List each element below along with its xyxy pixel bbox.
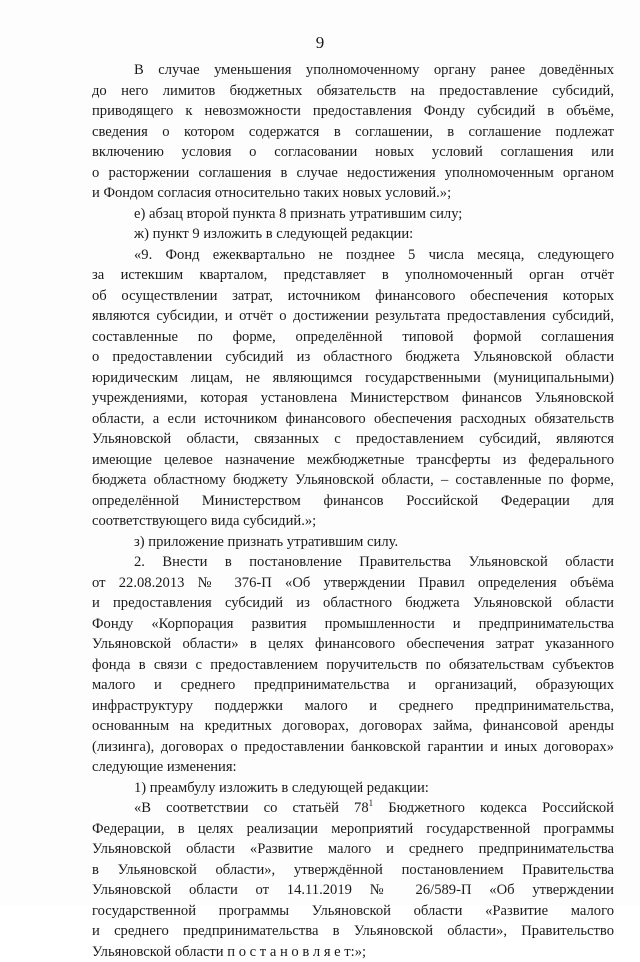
text-line-content: о расторжении соглашения в случае недостижения уполномоченным органом — [92, 165, 614, 181]
text-line — [92, 942, 614, 962]
text-line — [92, 142, 614, 163]
text-line — [92, 737, 614, 758]
text-line — [92, 327, 614, 348]
document-body — [92, 60, 614, 962]
text-line-content: з) приложение признать утратившим силу. — [134, 534, 398, 550]
text-line — [92, 224, 614, 245]
text-line — [92, 470, 614, 491]
superscript: 1 — [369, 798, 374, 808]
text-line-content: имеющие целевое назначение межбюджетные трансферты из федерального — [92, 452, 614, 468]
text-line — [92, 450, 614, 471]
text-line — [92, 491, 614, 512]
text-line — [92, 778, 614, 799]
text-line — [92, 388, 614, 409]
text-line-content: учреждениями, которая установлена Министерством финансов Ульяновской — [92, 390, 614, 406]
text-line — [92, 901, 614, 922]
text-line — [92, 757, 614, 778]
text-line — [92, 880, 614, 901]
text-line-content: 1) преамбулу изложить в следующей редакции: — [134, 780, 429, 796]
text-line — [92, 265, 614, 286]
text-line — [92, 511, 614, 532]
text-line — [92, 798, 614, 819]
text-line-content: бюджета областному бюджету Ульяновской области, – составленные по форме, — [92, 472, 614, 488]
text-line — [92, 163, 614, 184]
text-line — [92, 368, 614, 389]
text-line — [92, 614, 614, 635]
text-line-content: определённой Министерством финансов Российской Федерации для — [92, 493, 614, 509]
text-line — [92, 573, 614, 594]
text-line-content: в Ульяновской области», утверждённой постановлением Правительства — [92, 862, 614, 878]
text-line-content: приводящего к невозможности предоставления Фонду субсидий в объёме, — [92, 103, 614, 119]
text-line-content: инфраструктуру поддержки малого и среднего предпринимательства, — [92, 698, 614, 714]
text-line — [92, 860, 614, 881]
text-line-content: е) абзац второй пункта 8 признать утратившим силу; — [134, 206, 462, 222]
text-line-content: Ульяновской области» в целях финансового обеспечения затрат указанного — [92, 636, 614, 652]
text-line-content: Ульяновской области, связанных с предоставлением субсидий, являются — [92, 431, 614, 447]
text-line — [92, 286, 614, 307]
text-line — [92, 306, 614, 327]
text-line-content: 2. Внести в постановление Правительства Ульяновской области — [134, 554, 614, 570]
text-line — [92, 552, 614, 573]
text-line — [92, 593, 614, 614]
text-line-content: В случае уменьшения уполномоченному органу ранее доведённых — [134, 62, 614, 78]
text-line-content: об осуществлении затрат, источником финансового обеспечения которых — [92, 288, 614, 304]
text-line-content: (лизинга), договорах о предоставлении банковской гарантии и иных договорах» — [92, 739, 614, 755]
text-line-content: ж) пункт 9 изложить в следующей редакции: — [134, 226, 413, 242]
text-line-content: за истекшим кварталом, представляет в уполномоченный орган отчёт — [92, 267, 614, 283]
text-line-content: Фонду «Корпорация развития промышленности и предпринимательства — [92, 616, 614, 632]
text-line — [92, 675, 614, 696]
text-line-content: малого и среднего предпринимательства и организаций, образующих — [92, 677, 614, 693]
text-line — [92, 655, 614, 676]
text-line — [92, 696, 614, 717]
text-line — [92, 81, 614, 102]
text-line-content: и среднего предпринимательства в Ульяновской области», Правительство — [92, 923, 614, 939]
text-line — [92, 532, 614, 553]
text-line-content: основанным на кредитных договорах, договорах займа, финансовой аренды — [92, 718, 614, 734]
text-line — [92, 839, 614, 860]
text-line-content: «9. Фонд ежеквартально не позднее 5 числа месяца, следующего — [134, 247, 614, 263]
text-line — [92, 60, 614, 81]
text-line-content: до него лимитов бюджетных обязательств на предоставление субсидий, — [92, 83, 614, 99]
text-line-content: государственной программы Ульяновской области «Развитие малого — [92, 903, 614, 919]
text-line — [92, 245, 614, 266]
text-line-content: Ульяновской области «Развитие малого и среднего предпринимательства — [92, 841, 614, 857]
text-line-content: и Фондом согласия относительно таких новых условий.»; — [92, 185, 451, 201]
text-line-content: соответствующего вида субсидий.»; — [92, 513, 316, 529]
text-line — [92, 429, 614, 450]
text-line-content: включению условия о согласовании новых условий соглашения или — [92, 144, 614, 160]
text-line — [92, 409, 614, 430]
text-line-content: о предоставлении субсидий из областного бюджета Ульяновской области — [92, 349, 614, 365]
text-line — [92, 819, 614, 840]
text-line-content: фонда в связи с предоставлением поручительств по обязательствам субъектов — [92, 657, 614, 673]
text-line — [92, 634, 614, 655]
text-line-content: составленные по форме, определённой типовой формой соглашения — [92, 329, 614, 345]
text-line — [92, 204, 614, 225]
text-line-content: следующие изменения: — [92, 759, 237, 775]
page-number: 9 — [0, 33, 640, 53]
text-line-continuation: Бюджетного кодекса Российской — [373, 800, 614, 816]
text-line — [92, 347, 614, 368]
text-line-content: области, а если источником финансового обеспечения расходных обязательств — [92, 411, 614, 427]
text-line — [92, 101, 614, 122]
text-line — [92, 183, 614, 204]
text-line — [92, 122, 614, 143]
text-line-content: являются субсидии, и отчёт о достижении результата предоставления субсидий, — [92, 308, 614, 324]
text-line-content: Ульяновской области от 14.11.2019 № 26/589-П «Об утверждении — [92, 882, 614, 898]
text-line-content: сведения о котором содержатся в соглашении, в соглашение подлежат — [92, 124, 614, 140]
text-line-content: «В соответствии со статьёй 78 — [134, 800, 369, 816]
text-line-content: юридическим лицам, не являющимся государственными (муниципальными) — [92, 370, 614, 386]
text-line-content: и предоставления субсидий из областного бюджета Ульяновской области — [92, 595, 614, 611]
text-line — [92, 921, 614, 942]
text-line-content: Ульяновской области п о с т а н о в л я е т:»; — [92, 944, 366, 960]
text-line-content: Федерации, в целях реализации мероприятий государственной программы — [92, 821, 614, 837]
text-line — [92, 716, 614, 737]
text-line-content: от 22.08.2013 № 376-П «Об утверждении Правил определения объёма — [92, 575, 614, 591]
